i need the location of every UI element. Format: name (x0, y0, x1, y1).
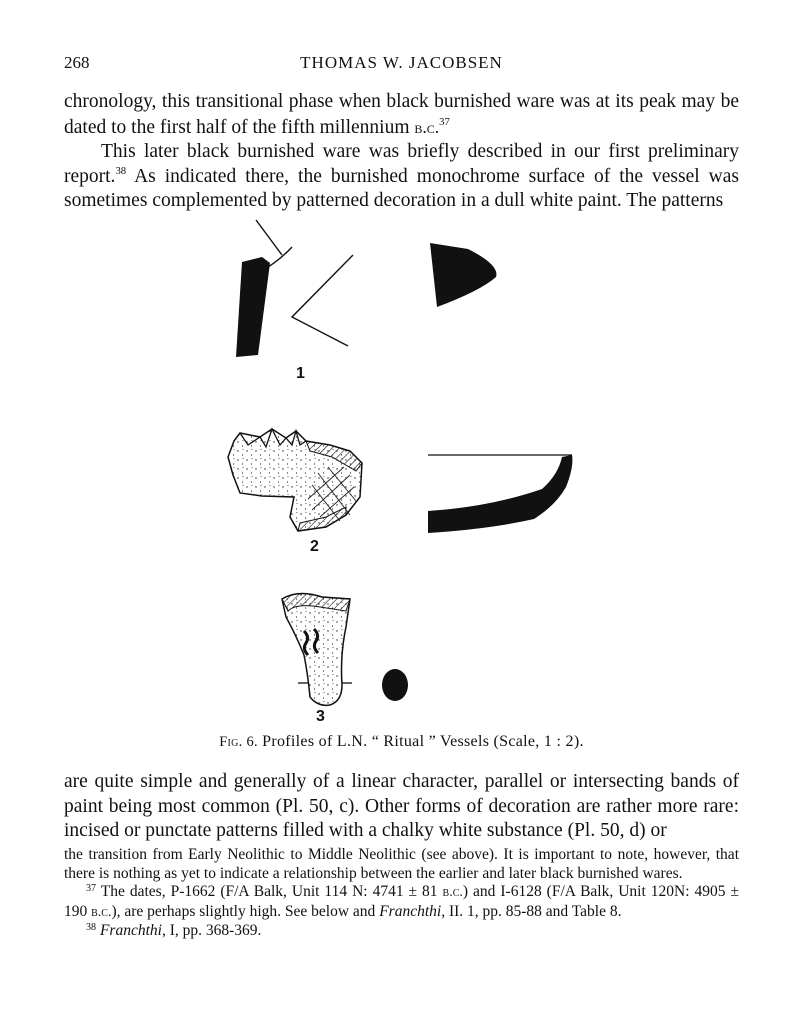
body-text-top (64, 90, 739, 214)
body-text-bottom (64, 770, 739, 844)
caption-text: Profiles of L.N. “ Ritual ” Vessels (Scale, 1 : 2). (262, 733, 584, 750)
running-head: THOMAS W. JACOBSEN (300, 53, 503, 72)
era-abbrev: b.c. (414, 116, 440, 137)
footnote-38: $^{38}$ Franchthi, I, pp. 368-369. (86, 921, 262, 939)
vessel-1-profile-section (236, 257, 270, 357)
figure-6 (200, 205, 620, 725)
footnotes (64, 846, 739, 941)
footnote-ref-37[interactable]: 37 (439, 115, 450, 128)
footnote-ref-38[interactable]: 38 (115, 164, 127, 177)
paragraph-continued: chronology, this transitional phase when black burnished ware was at its peak may be dated to the first half of the fifth millennium b.c.$^{37}$ (64, 91, 739, 138)
vessel-2-profile-section (428, 455, 572, 533)
figure-caption (64, 733, 739, 751)
vessel-2 (228, 429, 572, 533)
vessel-1 (236, 220, 496, 357)
figure-label-3: 3 (316, 708, 325, 725)
footnote-37: $^{37}$ The dates, P-1662 (F/A Balk, Unit 114 N: 4741 ± 81 b.c.) and I-6128 (F/A Balk, Unit 120N: 4905 ± 190 b.c.), are perhaps slightly high. See below and Franchthi, II. 1, pp. 85-88 and Table 8. (64, 882, 739, 920)
paragraph-patterns: are quite simple and generally of a linear character, parallel or intersecting bands of paint being most common (Pl. 50, c). Other forms of decoration are rather more rare: incised or punctate patterns filled with a chalky white substance (Pl. 50, d) or (64, 771, 739, 841)
paragraph-black-burnished: This later black burnished ware was briefly described in our first preliminary report.$^{38}$ As indicated there, the burnished monochrome surface of the vessel was sometimes complemented by patterned decoration in a dull white paint. The patterns (64, 141, 739, 211)
figure-label-1: 1 (296, 365, 305, 382)
vessel-3 (282, 593, 408, 705)
figure-label-2: 2 (310, 538, 319, 555)
page-number: 268 (64, 53, 90, 72)
vessel-1-section-2 (430, 243, 496, 307)
vessel-3-cross-section (382, 669, 408, 701)
vessel-1-rim-line (256, 220, 282, 255)
page-header (64, 53, 739, 79)
footnote-continued: the transition from Early Neolithic to Middle Neolithic (see above). It is important to note, however, that there is nothing as yet to indicate a relationship between the earlier and later black burnished wares. (64, 846, 739, 882)
caption-prefix: Fig. 6. (219, 734, 258, 750)
vessel-1-body-line (292, 255, 353, 346)
vessel-1-curve-line (262, 247, 292, 271)
vessel-profiles-drawing (200, 205, 620, 725)
